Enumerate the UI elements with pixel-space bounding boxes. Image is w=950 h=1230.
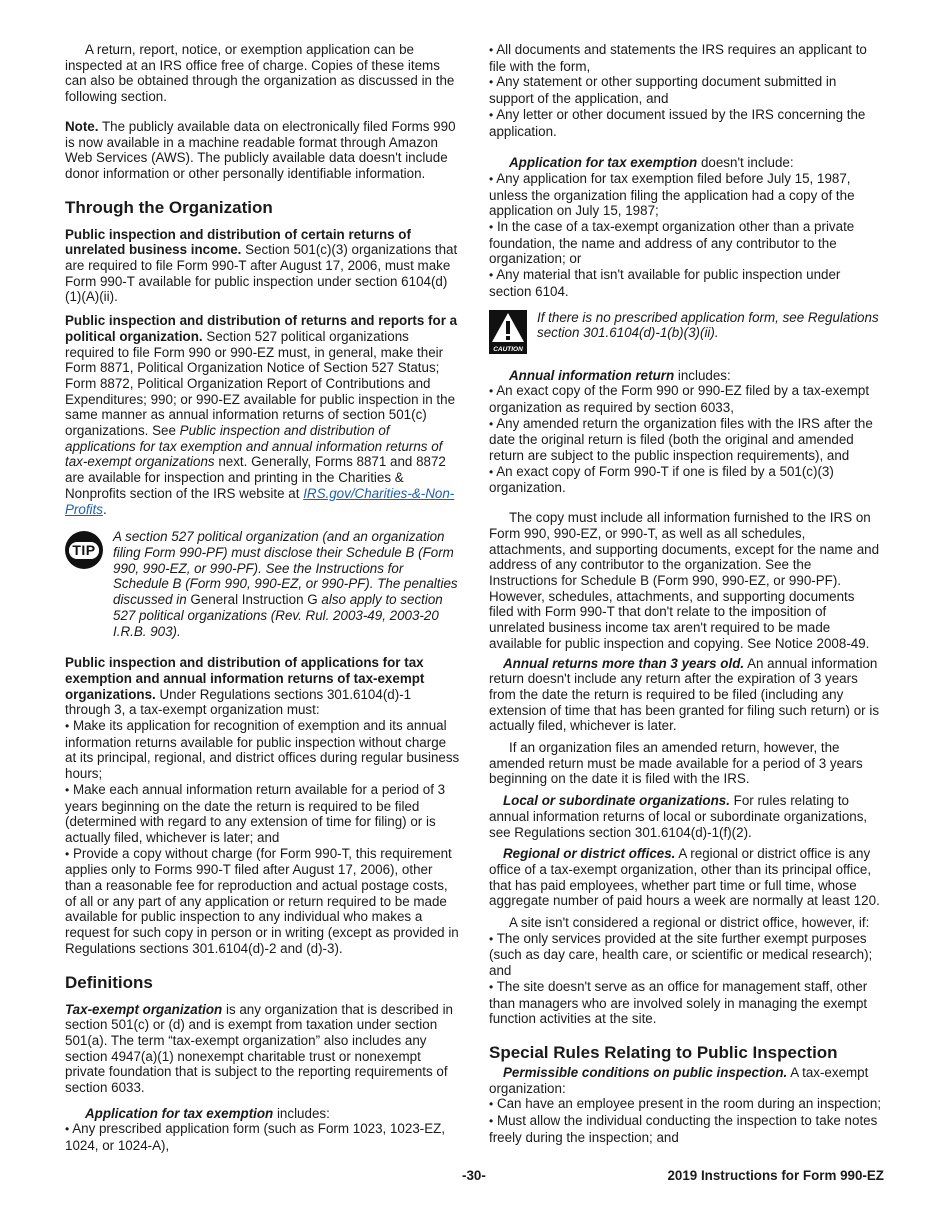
bullet-icon: •: [489, 464, 494, 479]
application-term: Application for tax exemption: [509, 155, 698, 171]
list-item: • All documents and statements the IRS requires an applicant to file with the form,: [489, 42, 867, 74]
ubi-paragraph: [65, 227, 460, 306]
list-item: • Any application for tax exemption filed before July 15, 1987, unless the organization filing the application had a copy of the application on July 15, 1987;: [489, 170, 855, 219]
political-org-italic-ref: Public inspection and distribution of applications for tax exemption and annual information returns of tax-exempt organizations: [65, 423, 443, 470]
list-item: • Any letter or other document issued by the IRS concerning the application.: [489, 106, 866, 139]
tip-text-b: General Instruction G: [190, 592, 318, 608]
list-item: • Provide a copy without charge (for Form 990-T, this requirement applies only to Forms 990-T filed after August 17, 2006), other than a reasonable fee for reproduction and actual postage costs, of all or any part of any application or return required to be made available for public inspection to any individual who makes a request for such copy in person or in writing (except as provided in Regulations sections 301.6104(d)-2 and (d)-3).: [65, 845, 459, 956]
caution-box: [489, 310, 882, 354]
list-item: • Can have an employee present in the room during an inspection;: [489, 1096, 882, 1112]
list-item: • The site doesn't serve as an office for management staff, other than managers who are involved solely in managing the exempt function activities at the site.: [489, 978, 868, 1027]
list-item: • Any material that isn't available for public inspection under section 6104.: [489, 267, 841, 299]
intro-paragraph: A return, report, notice, or exemption application can be inspected at an IRS office free of charge. Copies of these items can also be obtained through the organization as discussed in the following section.: [65, 42, 455, 105]
permissible-conditions-paragraph: Permissible conditions on public inspection. A tax-exempt organization:: [489, 1064, 869, 1096]
amended-return-paragraph: If an organization files an amended return, however, the amended return must be made available for a period of 3 years beginning on the date it is filed with the IRS.: [489, 740, 863, 787]
list-item: • Must allow the individual conducting the inspection to take notes freely during the inspection; and: [489, 1113, 878, 1145]
ubi-heading: Public inspection and distribution of certain returns of unrelated business income.: [65, 226, 411, 258]
list-item: • Any amended return the organization files with the IRS after the date the original return is filed (both the original and amended return are subject to the public inspection requirements), and: [489, 415, 873, 464]
regional-offices-term: Regional or district offices.: [503, 846, 676, 862]
caution-label: CAUTION: [493, 345, 523, 353]
bullet-icon: •: [489, 384, 494, 399]
irs-charities-link[interactable]: IRS.gov/Charities-&-Non-Profits: [65, 485, 455, 517]
document-title: 2019 Instructions for Form 990-EZ: [667, 1168, 884, 1183]
caution-icon: [489, 310, 527, 354]
bullet-icon: •: [65, 719, 70, 734]
list-item: • Make its application for recognition of exemption and its annual information returns available for public inspection without charge at its principal, regional, and district offices during regular business hours;: [65, 718, 460, 782]
local-orgs-term: Local or subordinate organizations.: [503, 793, 730, 809]
tax-exempt-org-term: Tax-exempt organization: [65, 1001, 223, 1017]
heading-definitions: Definitions: [65, 972, 153, 992]
regional-offices-paragraph: Regional or district offices. A regional or district office is any office of a tax-exempt organization, other than its principal office, that has paid employees, whether part time or full time, whose aggregate number of paid hours a week are normally at least 120.: [489, 846, 880, 909]
bullet-icon: •: [489, 107, 494, 122]
bullet-icon: •: [489, 43, 494, 57]
local-orgs-paragraph: Local or subordinate organizations. For rules relating to annual information returns of local or subordinate organizations, see Regulations section 301.6104(d)-1(f)(2).: [489, 793, 868, 840]
heading-through-organization: Through the Organization: [65, 197, 273, 217]
bullet-icon: •: [489, 171, 494, 186]
tip-icon: TIP: [65, 531, 103, 569]
application-excludes-paragraph: Application for tax exemption doesn't include:: [509, 155, 794, 171]
applications-heading: Public inspection and distribution of applications for tax exemption and annual information returns of tax-exempt organizations.: [65, 655, 425, 702]
left-column: [65, 42, 460, 1154]
bullet-icon: •: [489, 416, 494, 431]
list-item: • Any statement or other supporting document submitted in support of the application, and: [489, 74, 837, 107]
note-label: Note.: [65, 118, 99, 134]
bullet-icon: •: [65, 846, 70, 861]
list-item: • An exact copy of the Form 990 or 990-EZ filed by a tax-exempt organization as required by section 6033,: [489, 383, 870, 415]
list-item: • Make each annual information return available for a period of 3 years beginning on the date the return is required to be filed (determined with regard to any extension of time for filing) or is actually filed, whichever is later; and: [65, 781, 446, 845]
old-returns-paragraph: Annual returns more than 3 years old. An annual information return doesn't include any return after the expiration of 3 years from the date the return is required to be filed (including any extension of time that has been granted for filing such return) or is actually filed, whichever is later.: [489, 655, 880, 734]
political-org-text-2: next. Generally, Forms 8871 and 8872 are available for inspection and printing in the Charities & Nonprofits section of the IRS website at: [65, 454, 446, 501]
bullet-icon: •: [489, 75, 494, 90]
political-org-paragraph: [65, 313, 460, 517]
list-item: • In the case of a tax-exempt organization other than a private foundation, the name and address of any contributor to the organization; or: [489, 219, 855, 267]
political-org-text: Section 527 political organizations required to file Form 990 or 990-EZ must, in general, make their Form 8871, Political Organization Notice of Section 527 Status; Form 8872, Political Organization Report of Contributions and Expenditures; 990; or 990-EZ available for public inspection in the same manner as annual information returns of section 501(c) organizations. See: [65, 328, 456, 439]
applications-text: Under Regulations sections 301.6104(d)-1 through 3, a tax-exempt organization must:: [65, 686, 412, 718]
page-footer: [0, 1168, 950, 1188]
permissible-conditions-term: Permissible conditions on public inspection.: [503, 1064, 788, 1080]
bullet-icon: •: [489, 1097, 494, 1112]
tip-text-a: A section 527 political organization (and an organization filing Form 990-PF) must disclose their Schedule B (Form 990, 990-EZ, or 990-PF). See the Instructions for Schedule B (Form 990, 990-EZ, or 990-PF). The penalties discussed in: [113, 529, 458, 608]
list-item: • Any prescribed application form (such as Form 1023, 1023-EZ, 1024, or 1024-A),: [65, 1121, 446, 1154]
bullet-icon: •: [489, 268, 494, 283]
tip-text-c: also apply to section 527 political organizations (Rev. Rul. 2003-49, 2003-20 I.R.B. 903).: [113, 592, 443, 639]
bullet-icon: •: [489, 1114, 494, 1129]
caution-text: If there is no prescribed application form, see Regulations section 301.6104(d)-1(b)(3)(ii).: [537, 309, 879, 341]
old-returns-term: Annual returns more than 3 years old.: [503, 655, 745, 671]
application-term: Application for tax exemption: [85, 1105, 274, 1121]
right-column: [489, 42, 882, 1145]
copy-paragraph: The copy must include all information furnished to the IRS on Form 990, 990-EZ, or 990-T, as well as all schedules, attachments, and supporting documents, except for the name and address of any contributor to the organization. See the Instructions for Schedule B (Form 990, 990-EZ, or 990-PF). However, schedules, attachments, and supporting documents filed with Form 990-T that don't relate to the imposition of unrelated business income tax aren't required to be made available for public inspection and copying. See Notice 2008-49.: [489, 510, 880, 651]
page-number: -30-: [462, 1168, 486, 1183]
political-org-heading: Public inspection and distribution of returns and reports for a political organization.: [65, 313, 458, 344]
bullet-icon: •: [65, 782, 70, 797]
heading-special-rules: Special Rules Relating to Public Inspection: [489, 1042, 838, 1062]
site-paragraph: A site isn't considered a regional or district office, however, if:: [509, 915, 870, 931]
political-org-end: .: [102, 501, 107, 517]
annual-return-term: Annual information return: [509, 367, 675, 383]
list-item: • The only services provided at the site further exempt purposes (such as day care, health care, or scientific or medical research); and: [489, 930, 873, 979]
bullet-icon: •: [65, 1122, 70, 1137]
note-paragraph: [65, 119, 460, 182]
list-item: • An exact copy of Form 990-T if one is filed by a 501(c)(3) organization.: [489, 463, 834, 496]
tax-exempt-org-text: is any organization that is described in section 501(c) or (d) and is exempt from taxation under section 501(a). The term “tax-exempt organization” also includes any section 4947(a)(1) nonexempt charitable trust or nonexempt private foundation that is subject to the reporting requirements of section 6033.: [65, 1001, 453, 1096]
application-includes-paragraph: Application for tax exemption includes:: [85, 1105, 330, 1121]
tip-box: [65, 529, 460, 639]
note-text: The publicly available data on electronically filed Forms 990 is now available in a machine readable format through Amazon Web Services (AWS). The publicly available data doesn't include donor information or other personally identifiable information.: [65, 118, 456, 181]
ubi-text: Section 501(c)(3) organizations that are required to file Form 990-T after August 17, 2006, must make Form 990-T available for public inspection under section 6104(d)(1)(A)(ii).: [65, 242, 458, 305]
applications-paragraph: [65, 655, 460, 718]
bullet-icon: •: [489, 220, 494, 235]
bullet-icon: •: [489, 979, 494, 994]
tax-exempt-org-paragraph: [65, 1002, 460, 1096]
bullet-icon: •: [489, 931, 494, 946]
annual-return-paragraph: Annual information return includes:: [509, 367, 731, 383]
